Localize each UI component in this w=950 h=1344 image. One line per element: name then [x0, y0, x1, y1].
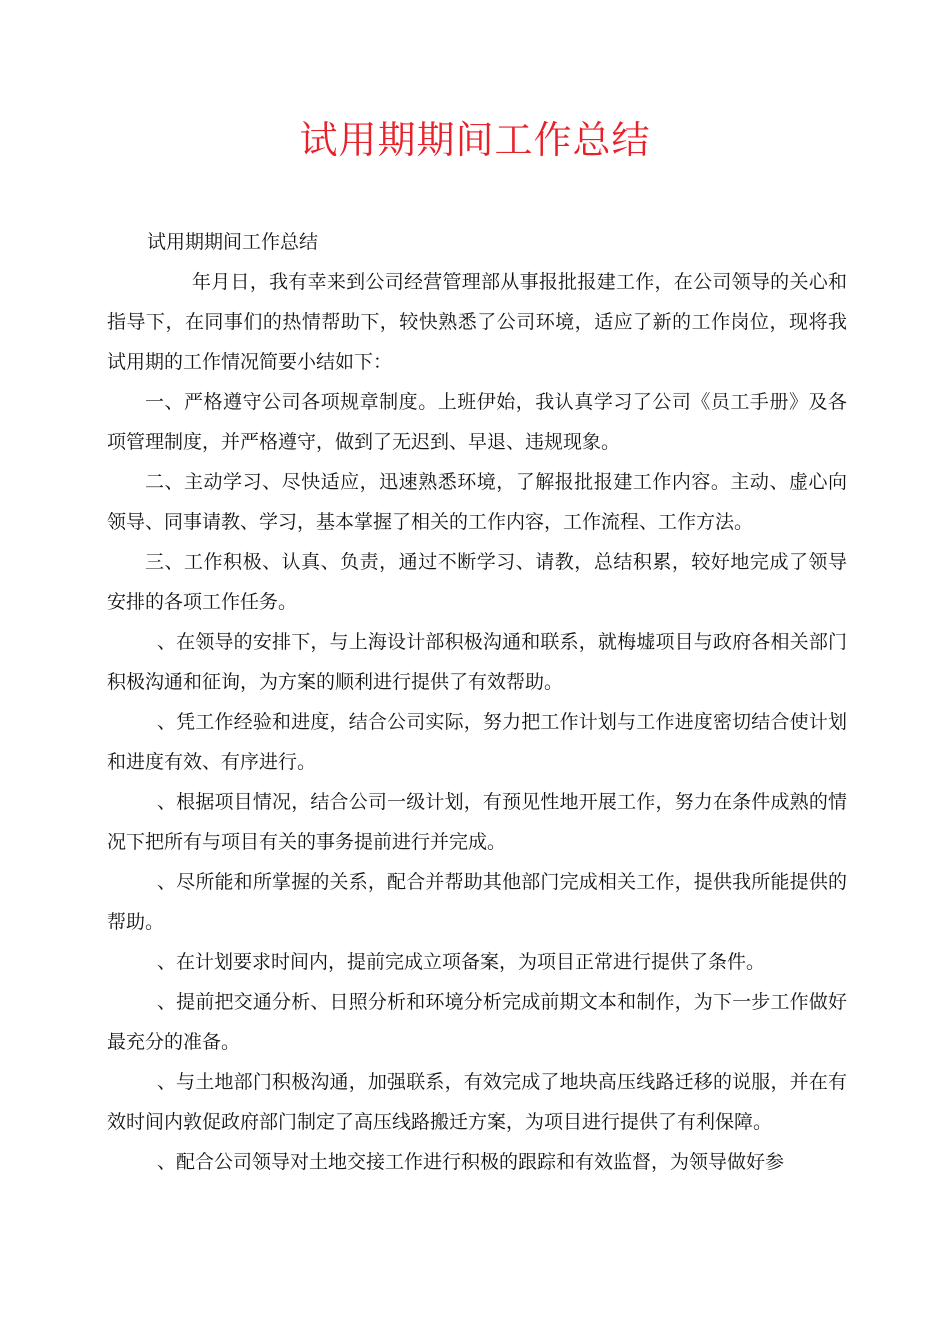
document-body — [107, 222, 847, 1182]
body-paragraph: 、凭工作经验和进度，结合公司实际，努力把工作计划与工作进度密切结合使计划和进度有效、有序进行。 — [107, 711, 847, 773]
body-paragraph: 、配合公司领导对土地交接工作进行积极的跟踪和有效监督，为领导做好参 — [157, 1151, 785, 1173]
body-paragraph: 年月日，我有幸来到公司经营管理部从事报批报建工作，在公司领导的关心和指导下，在同事们的热情帮助下，较快熟悉了公司环境，适应了新的工作岗位，现将我试用期的工作情况简要小结如下： — [107, 271, 847, 373]
document-title: 试用期期间工作总结 — [299, 118, 651, 162]
body-paragraph: 、提前把交通分析、日照分析和环境分析完成前期文本和制作，为下一步工作做好最充分的准备。 — [107, 991, 847, 1053]
document-subtitle: 试用期期间工作总结 — [147, 231, 319, 253]
body-paragraph: 二、主动学习、尽快适应，迅速熟悉环境，了解报批报建工作内容。主动、虚心向领导、同事请教、学习，基本掌握了相关的工作内容，工作流程、工作方法。 — [107, 471, 847, 533]
body-paragraph: 、在计划要求时间内，提前完成立项备案，为项目正常进行提供了条件。 — [157, 951, 766, 973]
body-paragraph: 、在领导的安排下，与上海设计部积极沟通和联系，就梅墟项目与政府各相关部门积极沟通和征询，为方案的顺利进行提供了有效帮助。 — [107, 631, 847, 693]
body-paragraph: 三、工作积极、认真、负责，通过不断学习、请教，总结积累，较好地完成了领导安排的各项工作任务。 — [107, 551, 847, 613]
body-paragraph: 、根据项目情况，结合公司一级计划，有预见性地开展工作，努力在条件成熟的情况下把所有与项目有关的事务提前进行并完成。 — [107, 791, 847, 853]
body-paragraph: 、尽所能和所掌握的关系，配合并帮助其他部门完成相关工作，提供我所能提供的帮助。 — [107, 871, 847, 933]
paragraph-list — [107, 262, 847, 1182]
body-paragraph: 、与土地部门积极沟通，加强联系，有效完成了地块高压线路迁移的说服，并在有效时间内敦促政府部门制定了高压线路搬迁方案，为项目进行提供了有利保障。 — [107, 1071, 847, 1133]
body-paragraph: 一、严格遵守公司各项规章制度。上班伊始，我认真学习了公司《员工手册》及各项管理制度，并严格遵守，做到了无迟到、早退、违规现象。 — [107, 391, 847, 453]
